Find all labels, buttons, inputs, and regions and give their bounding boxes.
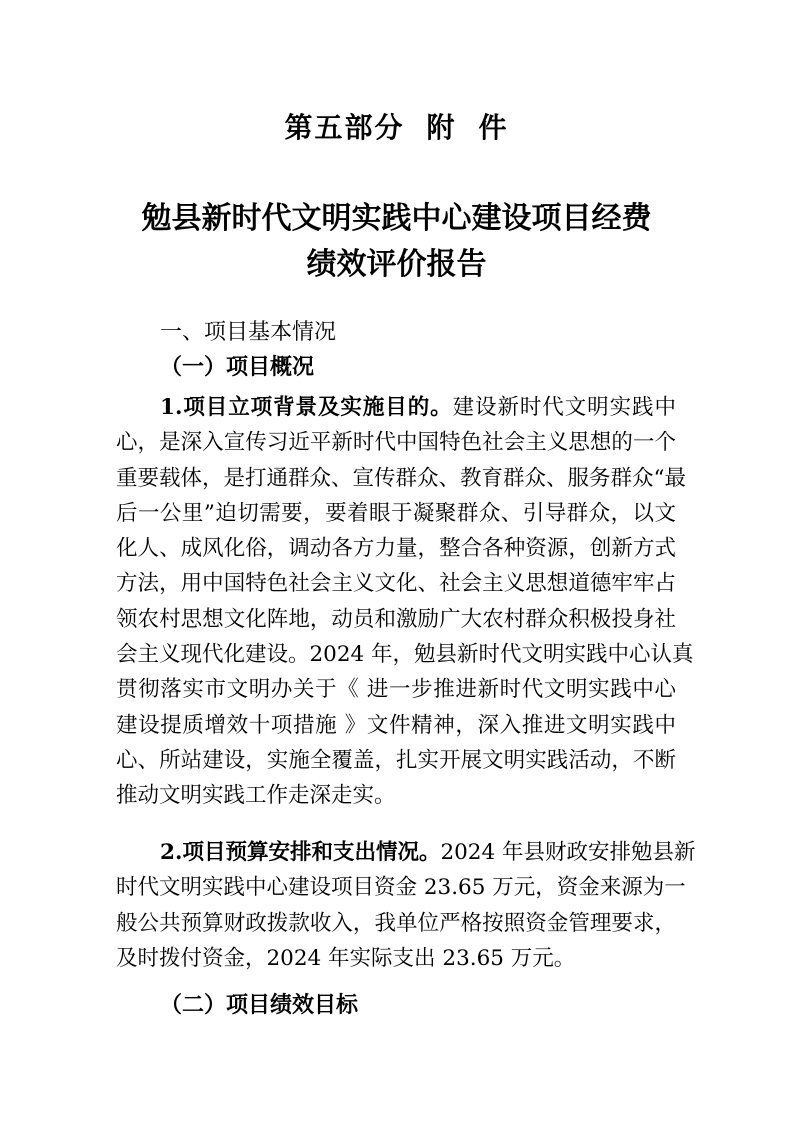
- document-title-line-2: 绩效评价报告: [306, 247, 487, 282]
- paragraph-1-line: 领农村思想文化阵地，动员和激励广大农村群众积极投身社: [116, 606, 676, 632]
- paragraph-2-line: 及时拨付资金，2024 年实际支出 23.65 万元。: [116, 945, 576, 971]
- paragraph-1-lead: 1.项目立项背景及实施目的。: [160, 395, 453, 420]
- document-title: [0, 196, 793, 288]
- paragraph-2-line-1: 2.项目预算安排和支出情况。2024 年县财政安排勉县新: [160, 840, 696, 865]
- paragraph-1-line-1: 1.项目立项背景及实施目的。建设新时代文明实践中: [160, 395, 676, 420]
- paragraph-2-line: 般公共预算财政拨款收入，我单位严格按照资金管理要求，: [116, 910, 676, 936]
- paragraph-2-lead: 2.项目预算安排和支出情况。: [160, 840, 441, 865]
- part-title-right: 附: [426, 111, 457, 144]
- paragraph-1-line: 后一公里”迫切需要，要着眼于凝聚群众、引导群众，以文: [116, 500, 676, 526]
- paragraph-1-line: 会主义现代化建设。2024 年，勉县新时代文明实践中心认真: [116, 642, 694, 668]
- paragraph-2-line: 时代文明实践中心建设项目资金 23.65 万元，资金来源为一: [116, 875, 686, 901]
- paragraph-1-line: 贯彻落实市文明办关于《 进一步推进新时代文明实践中心: [116, 677, 676, 703]
- paragraph-1-line: 心，是深入宣传习近平新时代中国特色社会主义思想的一个: [116, 430, 676, 456]
- subsection-heading-2: （二）项目绩效目标: [160, 992, 359, 1018]
- paragraph-2: [116, 835, 696, 976]
- paragraph-1-line: 心、所站建设，实施全覆盖，扎实开展文明实践活动，不断: [116, 747, 676, 773]
- section-heading-1: 一、项目基本情况: [160, 320, 337, 345]
- paragraph-1: [116, 390, 694, 814]
- paragraph-1-line: 建设提质增效十项措施 》文件精神，深入推进文明实践中: [116, 712, 676, 738]
- part-title-left: 第五部分: [284, 111, 405, 144]
- paragraph-1-line: 化人、成风化俗，调动各方力量，整合各种资源，创新方式: [116, 536, 676, 562]
- subsection-heading-1: （一）项目概况: [160, 354, 315, 380]
- part-title-right-2: 件: [478, 111, 509, 144]
- part-title: [0, 106, 793, 146]
- paragraph-1-line: 重要载体，是打通群众、宣传群众、教育群众、服务群众“最: [116, 465, 686, 491]
- paragraph-1-line: 方法，用中国特色社会主义文化、社会主义思想道德牢牢占: [116, 571, 676, 597]
- document-title-line-1: 勉县新时代文明实践中心建设项目经费: [141, 201, 652, 236]
- paragraph-1-line: 推动文明实践工作走深走实。: [116, 783, 396, 809]
